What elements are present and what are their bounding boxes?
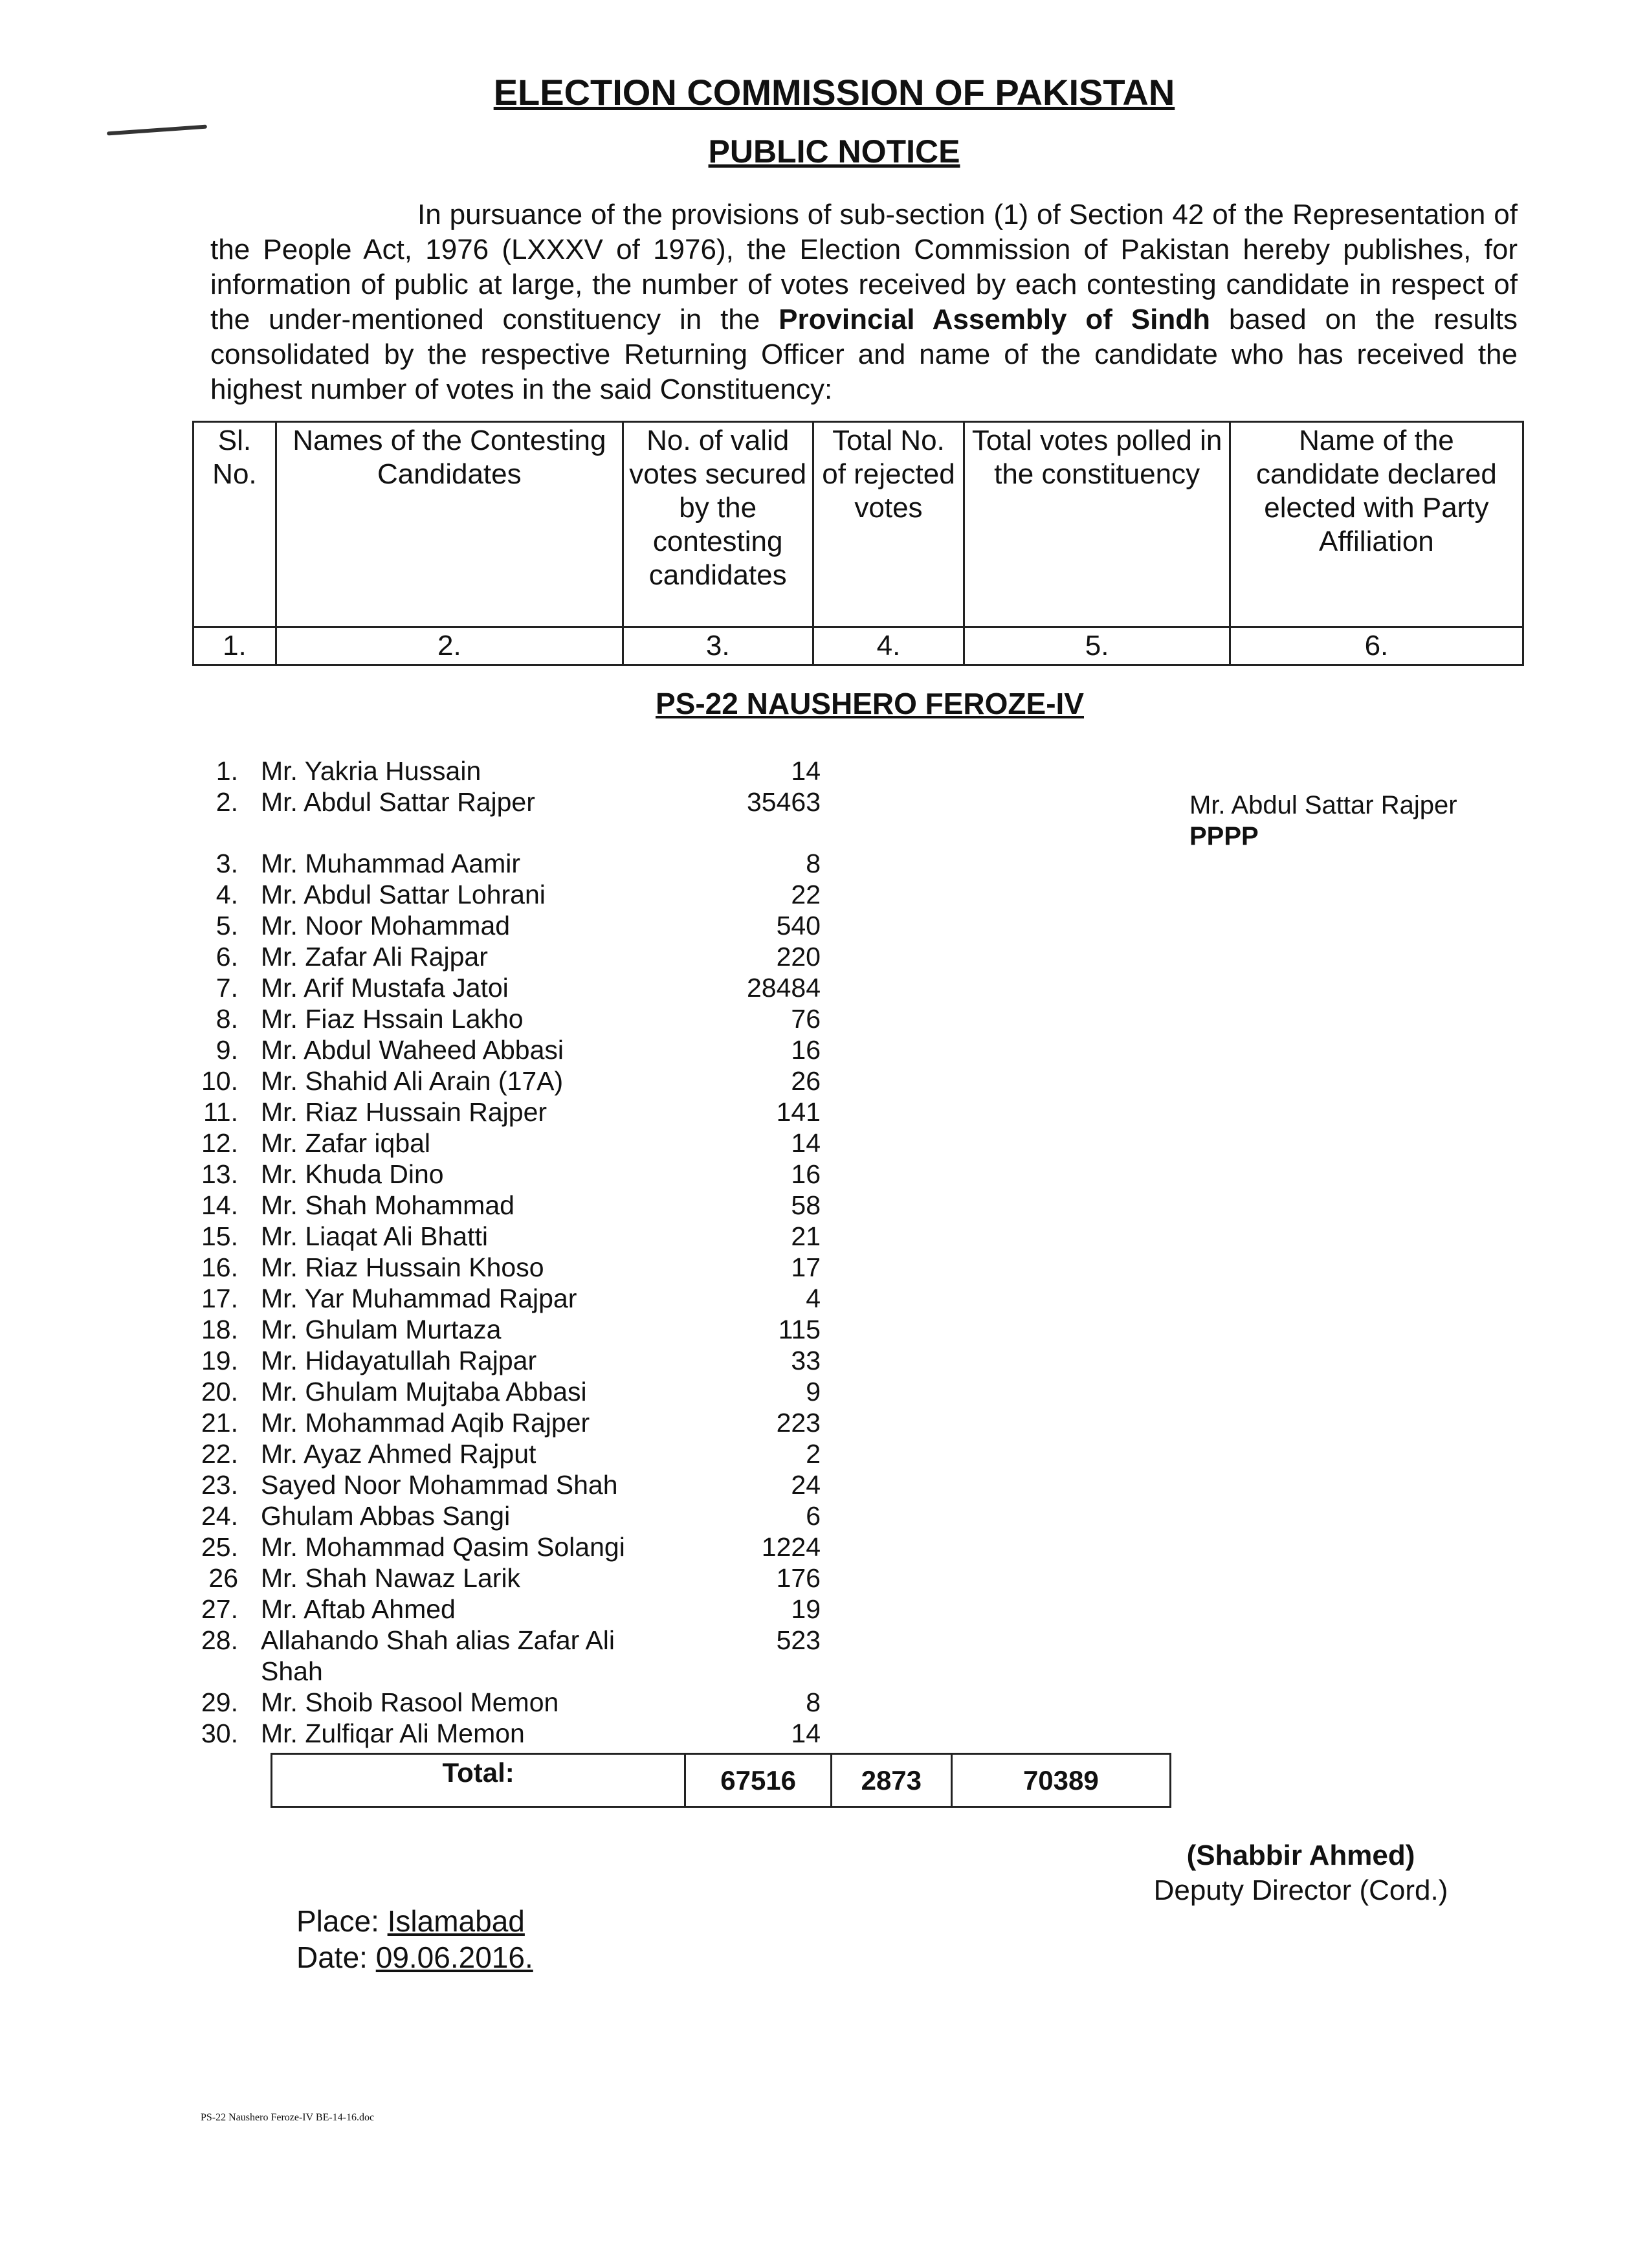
candidate-votes: 223: [776, 1408, 821, 1438]
place-value: Islamabad: [387, 1904, 525, 1938]
candidate-name: Mr. Shoib Rasool Memon: [261, 1687, 559, 1717]
candidate-votes: 176: [776, 1563, 821, 1593]
candidate-votes: 26: [791, 1066, 821, 1096]
signatory-designation: Deputy Director (Cord.): [1153, 1874, 1448, 1906]
candidate-name: Mr. Abdul Waheed Abbasi: [261, 1035, 564, 1065]
candidate-name: Mr. Zafar Ali Rajpar: [261, 942, 488, 972]
candidate-name: Allahando Shah alias Zafar Ali Shah: [261, 1625, 615, 1686]
candidate-votes: 19: [791, 1594, 821, 1624]
header-number-4: 4.: [813, 627, 964, 665]
candidate-name: Mr. Yar Muhammad Rajpar: [261, 1284, 577, 1313]
candidate-serial: 19.: [201, 1346, 238, 1375]
candidate-name: Mr. Abdul Sattar Lohrani: [261, 880, 546, 909]
candidate-votes: 1224: [761, 1532, 821, 1562]
header-col-valid-votes: No. of valid votes secured by the contesting candidates: [623, 422, 813, 627]
candidate-serial: 5.: [216, 911, 238, 940]
candidate-serial: 25.: [201, 1532, 238, 1562]
totals-valid-votes: 67516: [685, 1754, 832, 1807]
candidate-serial: 8.: [216, 1004, 238, 1034]
candidate-votes: 58: [791, 1190, 821, 1220]
candidate-name: Mr. Abdul Sattar Rajper: [261, 787, 535, 817]
date-label: Date:: [296, 1940, 368, 1974]
candidate-serial: 24.: [201, 1501, 238, 1531]
header-number-3: 3.: [623, 627, 813, 665]
elected-candidate-name: Mr. Abdul Sattar Rajper: [1189, 791, 1457, 819]
candidate-name: Mr. Fiaz Hssain Lakho: [261, 1004, 524, 1034]
candidate-name: Mr. Ayaz Ahmed Rajput: [261, 1439, 536, 1469]
intro-paragraph: [210, 197, 1518, 407]
candidate-name: Mr. Mohammad Qasim Solangi: [261, 1532, 625, 1562]
candidate-serial: 28.: [201, 1625, 238, 1655]
candidate-serial: 2.: [216, 787, 238, 817]
constituency-heading: PS-22 NAUSHERO FEROZE-IV: [656, 687, 1084, 720]
candidate-votes: 540: [776, 911, 821, 940]
candidate-serial: 1.: [216, 756, 238, 786]
totals-rejected-votes: 2873: [831, 1754, 951, 1807]
candidate-votes: 16: [791, 1035, 821, 1065]
document-title: ELECTION COMMISSION OF PAKISTAN: [493, 72, 1175, 113]
totals-row: [272, 1754, 1171, 1807]
candidate-name: Ghulam Abbas Sangi: [261, 1501, 511, 1531]
header-number-6: 6.: [1230, 627, 1523, 665]
candidate-serial: 11.: [203, 1097, 238, 1127]
candidate-name: Mr. Shahid Ali Arain (17A): [261, 1066, 564, 1096]
candidate-votes: 141: [776, 1097, 821, 1127]
candidate-votes: 115: [778, 1315, 821, 1344]
candidate-serial: 13.: [201, 1159, 238, 1189]
candidate-serial: 14.: [201, 1190, 238, 1220]
candidate-votes: 4: [806, 1284, 821, 1313]
signatory-name: (Shabbir Ahmed): [1186, 1840, 1415, 1871]
candidate-serial: 26: [208, 1563, 238, 1593]
candidate-votes: 16: [791, 1159, 821, 1189]
header-row: [193, 422, 1523, 627]
footer-filename: PS-22 Naushero Feroze-IV BE-14-16.doc: [201, 2112, 375, 2123]
candidate-serial: 27.: [201, 1594, 238, 1624]
intro-text-end: based on the results consolidated by the respective Returning Officer and name of the candidate who has received the highest number of votes in the said Constituency:: [210, 304, 1518, 405]
candidate-votes: 33: [791, 1346, 821, 1375]
candidate-serial: 10.: [201, 1066, 238, 1096]
candidate-name: Sayed Noor Mohammad Shah: [261, 1470, 618, 1500]
candidate-votes: 8: [806, 849, 821, 878]
header-number-1: 1.: [193, 627, 276, 665]
candidate-name: Mr. Khuda Dino: [261, 1159, 444, 1189]
place-label: Place:: [296, 1904, 379, 1938]
candidate-serial: 23.: [201, 1470, 238, 1500]
candidate-serial: 29.: [201, 1687, 238, 1717]
candidate-serial: 22.: [201, 1439, 238, 1469]
candidate-votes: 28484: [746, 973, 821, 1003]
candidate-name: Mr. Yakria Hussain: [261, 756, 481, 786]
candidate-votes: 8: [806, 1687, 821, 1717]
candidate-name: Mr. Noor Mohammad: [261, 911, 511, 940]
totals-table: [271, 1753, 1171, 1808]
candidate-votes: 22: [791, 880, 821, 909]
candidate-votes: 523: [776, 1625, 821, 1655]
intro-text-start: In pursuance of the provisions of sub-section (1) of Section 42 of the Representation of the People Act, 1976 (LXXXV of 1976), the Election Commission of Pakistan hereby publishes, for information of public at large, the number of votes received by each contesting candidate in respect of the under-mentioned constituency in the: [210, 199, 1518, 335]
date-value: 09.06.2016.: [375, 1940, 533, 1974]
candidate-name: Mr. Shah Nawaz Larik: [261, 1563, 521, 1593]
elected-candidate: [1189, 790, 1457, 852]
header-number-2: 2.: [276, 627, 623, 665]
place-line: [296, 1903, 533, 1939]
candidate-votes: 17: [791, 1252, 821, 1282]
candidate-votes: 14: [791, 756, 821, 786]
signature-block: [1139, 1838, 1463, 1908]
candidate-serial: 3.: [216, 849, 238, 878]
totals-polled-votes: 70389: [951, 1754, 1170, 1807]
candidate-serial: 9.: [216, 1035, 238, 1065]
candidate-votes: 76: [791, 1004, 821, 1034]
place-date-block: [296, 1903, 533, 1975]
candidate-votes: 2: [806, 1439, 821, 1469]
candidate-votes: 21: [791, 1221, 821, 1251]
elected-candidate-party: PPPP: [1189, 822, 1259, 850]
candidate-votes: 9: [806, 1377, 821, 1406]
candidate-serial: 16.: [201, 1252, 238, 1282]
date-line: [296, 1939, 533, 1975]
candidate-name: Mr. Muhammad Aamir: [261, 849, 520, 878]
candidate-name: Mr. Aftab Ahmed: [261, 1594, 456, 1624]
candidate-name: Mr. Riaz Hussain Rajper: [261, 1097, 547, 1127]
header-col-rejected-votes: Total No. of rejected votes: [813, 422, 964, 627]
candidate-serial: 30.: [201, 1718, 238, 1748]
candidate-votes: 14: [791, 1128, 821, 1158]
candidate-serial: 6.: [216, 942, 238, 972]
results-header-table: [192, 421, 1524, 666]
header-number-5: 5.: [964, 627, 1230, 665]
candidate-name: Mr. Ghulam Murtaza: [261, 1315, 502, 1344]
candidate-votes: 6: [806, 1501, 821, 1531]
candidate-votes: 35463: [746, 787, 821, 817]
totals-label: Total:: [272, 1754, 685, 1807]
header-col-candidates: Names of the Contesting Candidates: [276, 422, 623, 627]
candidate-votes: 14: [791, 1718, 821, 1748]
candidate-name: Mr. Ghulam Mujtaba Abbasi: [261, 1377, 587, 1406]
candidate-name: Mr. Mohammad Aqib Rajper: [261, 1408, 590, 1438]
candidate-votes: 24: [791, 1470, 821, 1500]
candidate-serial: 4.: [216, 880, 238, 909]
candidate-name: Mr. Hidayatullah Rajpar: [261, 1346, 537, 1375]
header-col-total-polled: Total votes polled in the constituency: [964, 422, 1230, 627]
candidate-serial: 12.: [201, 1128, 238, 1158]
candidate-name: Mr. Liaqat Ali Bhatti: [261, 1221, 488, 1251]
header-col-sl-no: Sl. No.: [193, 422, 276, 627]
candidate-name: Mr. Shah Mohammad: [261, 1190, 514, 1220]
candidate-serial: 20.: [201, 1377, 238, 1406]
candidate-name: Mr. Riaz Hussain Khoso: [261, 1252, 544, 1282]
candidate-serial: 17.: [201, 1284, 238, 1313]
header-number-row: [193, 627, 1523, 665]
candidate-name: Mr. Zulfiqar Ali Memon: [261, 1718, 525, 1748]
candidate-serial: 18.: [201, 1315, 238, 1344]
header-col-elected-candidate: Name of the candidate declared elected with Party Affiliation: [1230, 422, 1523, 627]
candidate-name: Mr. Arif Mustafa Jatoi: [261, 973, 509, 1003]
candidate-serial: 15.: [201, 1221, 238, 1251]
document-subtitle: PUBLIC NOTICE: [708, 133, 960, 170]
intro-assembly-name: Provincial Assembly of Sindh: [779, 304, 1210, 335]
candidate-name: Mr. Zafar iqbal: [261, 1128, 431, 1158]
candidate-serial: 21.: [201, 1408, 238, 1438]
candidate-votes: 220: [776, 942, 821, 972]
candidate-serial: 7.: [216, 973, 238, 1003]
